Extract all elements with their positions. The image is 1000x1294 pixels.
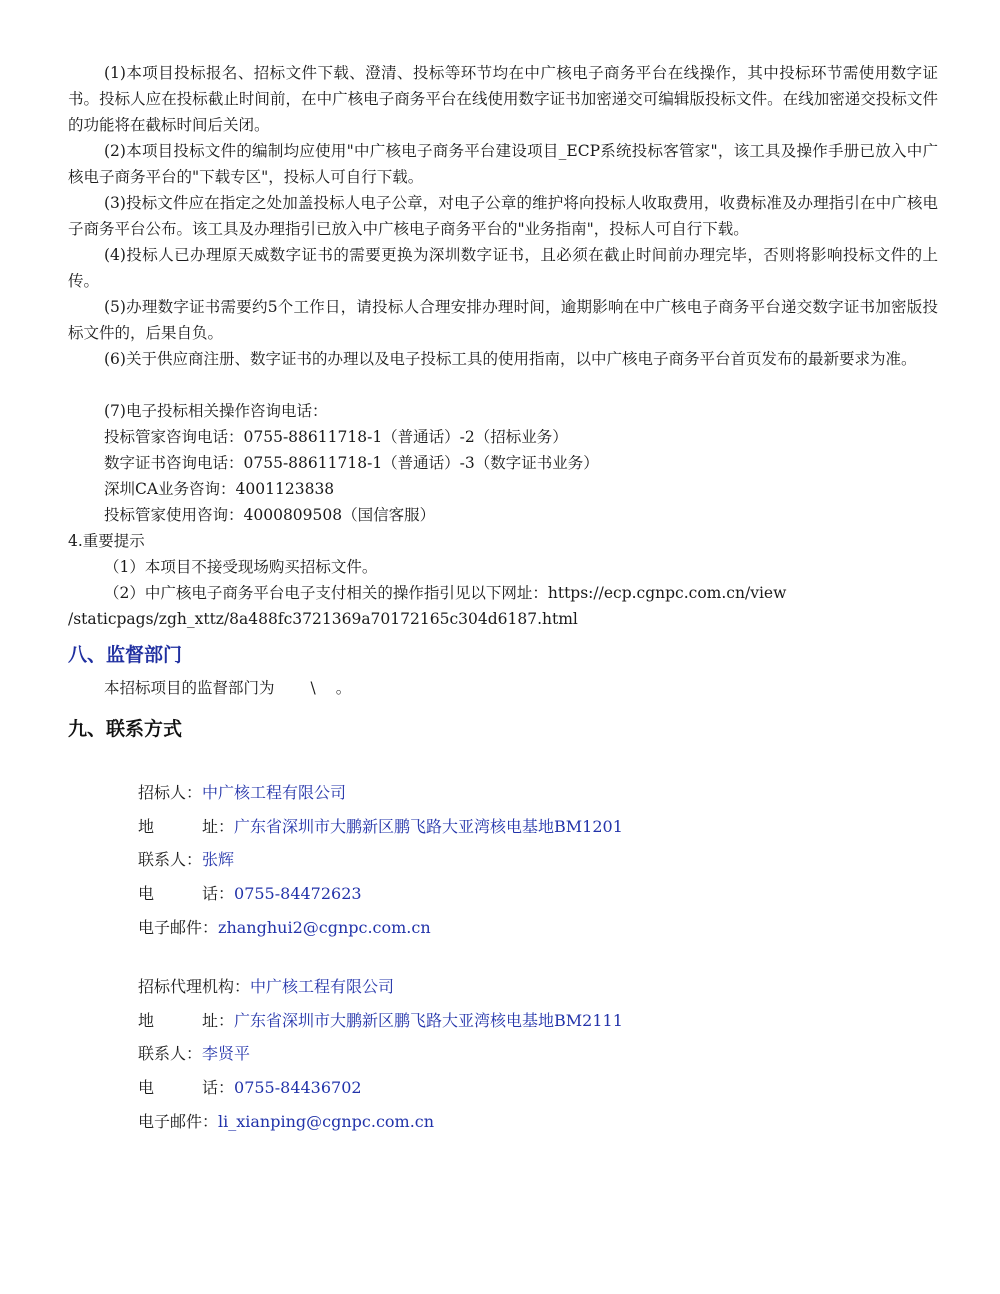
tenderer-address-label-2: 址： (202, 817, 235, 836)
note-1: (1)本项目投标报名、招标文件下载、澄清、投标等环节均在中广核电子商务平台在线操作，其中投标环节需使用数字证书。投标人应在投标截止时间前，在中广核电子商务平台在线使用数字证书加密递交可编辑版投标文件。在线加密递交投标文件的功能将在截标时间后关闭。 (68, 64, 938, 134)
tenderer-address-label-1: 地 (138, 817, 155, 836)
tenderer-name: 中广核工程有限公司 (202, 783, 347, 802)
tenderer-name-row (138, 781, 346, 805)
agency-address-row (138, 1009, 623, 1033)
tenderer-tel-label-1: 电 (138, 884, 155, 903)
section-9-title: 九、联系方式 (68, 718, 183, 740)
agency-name-row (138, 975, 394, 999)
agency-name-label: 招标代理机构： (138, 977, 251, 996)
important-item-2-line-2: /staticpags/zgh_xttz/8a488fc3721369a70172165c304d6187.html (68, 610, 578, 628)
agency-tel-row (138, 1076, 362, 1100)
agency-address-label-2: 址： (202, 1011, 235, 1030)
tenderer-email-row (138, 916, 431, 940)
agency-tel: 0755-84436702 (234, 1078, 362, 1097)
agency-contact-label: 联系人： (138, 1044, 203, 1063)
tenderer-address: 广东省深圳市大鹏新区鹏飞路大亚湾核电基地BM1201 (234, 817, 623, 836)
agency-email-label: 电子邮件： (138, 1112, 219, 1131)
tenderer-contact: 张辉 (202, 850, 235, 869)
agency-address-label-1: 地 (138, 1011, 155, 1030)
consult-line-3: 深圳CA业务咨询：4001123838 (104, 480, 335, 498)
agency-name: 中广核工程有限公司 (250, 977, 395, 996)
section-8-title: 八、监督部门 (68, 644, 183, 666)
consult-line-4: 投标管家使用咨询：4000809508（国信客服） (104, 506, 436, 524)
agency-contact-row (138, 1042, 250, 1066)
consult-line-2: 数字证书咨询电话：0755-88611718-1（普通话）-3（数字证书业务） (104, 454, 599, 472)
note-4: (4)投标人已办理原天威数字证书的需要更换为深圳数字证书，且必须在截止时间前办理完毕，否则将影响投标文件的上传。 (68, 246, 938, 290)
important-title: 4.重要提示 (68, 532, 145, 550)
note-2: (2)本项目投标文件的编制均应使用"中广核电子商务平台建设项目_ECP系统投标客管家"，该工具及操作手册已放入中广核电子商务平台的"下载专区"，投标人可自行下载。 (68, 142, 938, 186)
tenderer-tel: 0755-84472623 (234, 884, 362, 903)
tenderer-name-label: 招标人： (138, 783, 203, 802)
agency-email-link[interactable]: li_xianping@cgnpc.com.cn (218, 1112, 435, 1131)
tenderer-address-row (138, 815, 623, 839)
agency-contact: 李贤平 (202, 1044, 251, 1063)
supervision-prefix: 本招标项目的监督部门为 (104, 679, 275, 697)
supervision-text (104, 675, 351, 701)
note-5: (5)办理数字证书需要约5个工作日，请投标人合理安排办理时间，逾期影响在中广核电子商务平台递交数字证书加密版投标文件的，后果自负。 (68, 298, 938, 342)
consult-line-1: 投标管家咨询电话：0755-88611718-1（普通话）-2（招标业务） (104, 428, 568, 446)
agency-tel-label-1: 电 (138, 1078, 155, 1097)
note-6: (6)关于供应商注册、数字证书的办理以及电子投标工具的使用指南，以中广核电子商务平台首页发布的最新要求为准。 (104, 350, 917, 368)
consult-title: (7)电子投标相关操作咨询电话： (104, 402, 328, 420)
note-3: (3)投标文件应在指定之处加盖投标人电子公章，对电子公章的维护将向投标人收取费用，收费标准及办理指引在中广核电子商务平台公布。该工具及办理指引已放入中广核电子商务平台的"业务指南"，投标人可自行下载。 (68, 194, 938, 238)
agency-tel-label-2: 话： (202, 1078, 235, 1097)
important-item-1: （1）本项目不接受现场购买招标文件。 (104, 558, 378, 576)
supervision-suffix: 。 (335, 679, 352, 697)
tenderer-tel-label-2: 话： (202, 884, 235, 903)
tenderer-email-link[interactable]: zhanghui2@cgnpc.com.cn (218, 918, 431, 937)
agency-address: 广东省深圳市大鹏新区鹏飞路大亚湾核电基地BM2111 (234, 1011, 623, 1030)
agency-email-row (138, 1110, 434, 1134)
tenderer-email-label: 电子邮件： (138, 918, 219, 937)
tenderer-tel-row (138, 882, 362, 906)
supervision-value: \ (310, 679, 316, 697)
tenderer-contact-label: 联系人： (138, 850, 203, 869)
tenderer-contact-row (138, 848, 234, 872)
important-item-2-line-1: （2）中广核电子商务平台电子支付相关的操作指引见以下网址：https://ecp.cgnpc.com.cn/view (104, 584, 787, 602)
